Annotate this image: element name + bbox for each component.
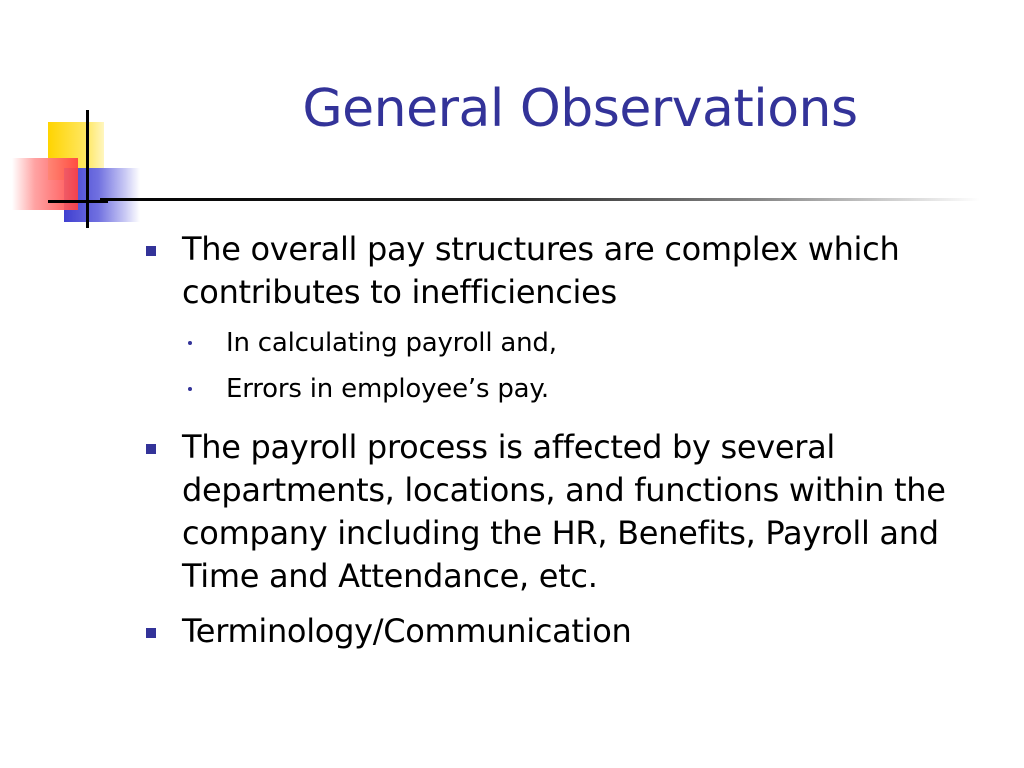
logo-vertical-line [86, 110, 89, 228]
bullet-text: The overall pay structures are complex which contributes to inefficiencies [182, 230, 900, 311]
slide-title: General Observations [302, 79, 858, 139]
bullet-item [140, 228, 1000, 314]
square-bullet-icon [146, 246, 156, 256]
title-divider-line [100, 198, 980, 201]
dot-bullet-icon [188, 341, 192, 345]
sub-bullet-item [140, 326, 1000, 360]
square-bullet-icon [146, 628, 156, 638]
logo-horizontal-line [48, 200, 108, 203]
square-bullet-icon [146, 444, 156, 454]
bullet-text: Terminology/Communication [182, 612, 632, 650]
sub-bullet-text: Errors in employee’s pay. [226, 374, 549, 404]
decorative-squares-logo [0, 100, 150, 240]
bullet-item [140, 426, 1000, 598]
sub-bullet-item [140, 372, 1000, 406]
sub-bullet-text: In calculating payroll and, [226, 328, 557, 358]
bullet-text: The payroll process is affected by several departments, locations, and functions within the company including the HR, Benefits, Payroll and Time and Attendance, etc. [182, 428, 946, 595]
dot-bullet-icon [188, 387, 192, 391]
bullet-list [140, 228, 1000, 665]
bullet-item [140, 610, 1000, 653]
